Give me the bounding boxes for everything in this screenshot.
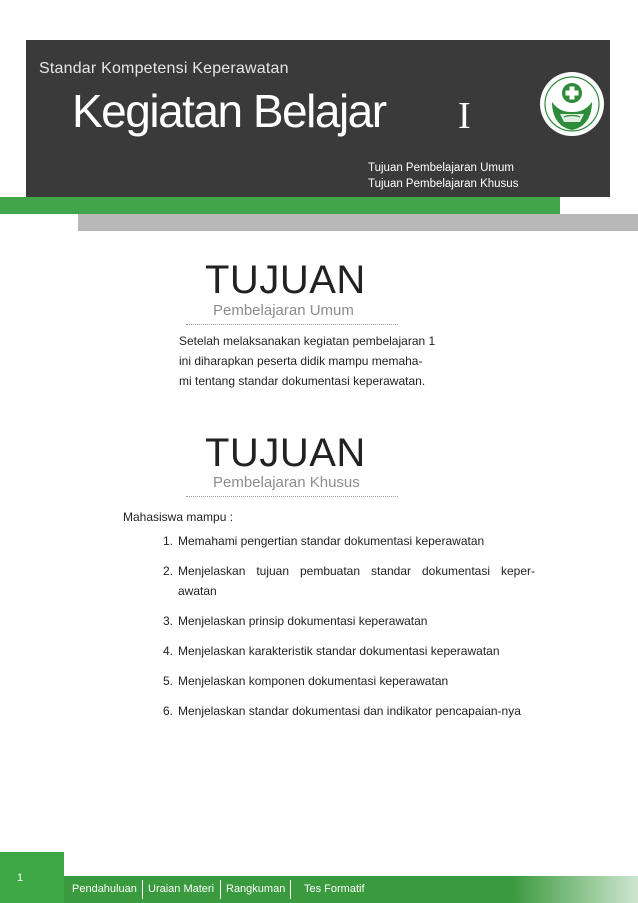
nav-separator: [220, 880, 221, 899]
nav-separator: [142, 880, 143, 899]
nav-uraian-materi[interactable]: Uraian Materi: [148, 883, 215, 895]
list-item: [163, 641, 535, 661]
item-number: 3.: [163, 614, 174, 628]
khusus-heading: TUJUAN: [205, 431, 366, 475]
umum-subheading: Pembelajaran Umum: [213, 302, 354, 319]
nav-tes-formatif[interactable]: Tes Formatif: [304, 883, 365, 895]
item-text: Menjelaskan prinsip dokumentasi keperawatan: [178, 614, 428, 628]
umum-heading: TUJUAN: [205, 258, 366, 302]
khusus-divider: [186, 496, 398, 497]
item-text: Menjelaskan tujuan pembuatan standar dokumentasi keper-awatan: [178, 564, 535, 598]
chapter-number: I: [458, 95, 471, 137]
objective-list: [163, 531, 535, 731]
footer-nav: [64, 876, 638, 903]
item-text: Menjelaskan komponen dokumentasi keperawatan: [178, 674, 449, 688]
umum-line: Setelah melaksanakan kegiatan pembelajaran 1: [179, 334, 436, 348]
page-number: 1: [0, 852, 64, 903]
item-number: 1.: [163, 534, 174, 548]
umum-line: ini diharapkan peserta didik mampu memaha-: [179, 354, 423, 368]
item-text: Memahami pengertian standar dokumentasi keperawatan: [178, 534, 485, 548]
khusus-intro: Mahasiswa mampu :: [123, 510, 234, 524]
item-number: 4.: [163, 644, 174, 658]
bakti-husada-logo: [538, 70, 606, 138]
umum-divider: [186, 324, 398, 325]
item-number: 6.: [163, 704, 174, 718]
list-item: [163, 701, 535, 721]
umum-line: mi tentang standar dokumentasi keperawatan.: [179, 374, 426, 388]
list-item: [163, 611, 535, 631]
header-kicker: Standar Kompetensi Keperawatan: [39, 60, 289, 77]
nav-pendahuluan[interactable]: Pendahuluan: [72, 883, 137, 895]
header-grey-band: [78, 214, 638, 231]
khusus-subheading: Pembelajaran Khusus: [213, 474, 360, 491]
link-tujuan-umum[interactable]: Tujuan Pembelajaran Umum: [368, 162, 514, 174]
chapter-title: Kegiatan Belajar: [72, 85, 386, 137]
list-item: [163, 531, 535, 551]
item-text: Menjelaskan karakteristik standar dokumentasi keperawatan: [178, 644, 500, 658]
item-number: 5.: [163, 674, 174, 688]
chapter-header: [26, 40, 610, 197]
header-green-band: [0, 197, 560, 214]
item-text: Menjelaskan standar dokumentasi dan indikator pencapaian-nya: [178, 704, 521, 718]
nav-rangkuman[interactable]: Rangkuman: [226, 883, 286, 895]
list-item: [163, 671, 535, 691]
umum-paragraph: [179, 331, 479, 391]
nav-separator: [290, 880, 291, 899]
item-number: 2.: [163, 564, 174, 578]
header-section-links: [368, 160, 518, 192]
link-tujuan-khusus[interactable]: Tujuan Pembelajaran Khusus: [368, 178, 519, 190]
list-item: [163, 561, 535, 601]
